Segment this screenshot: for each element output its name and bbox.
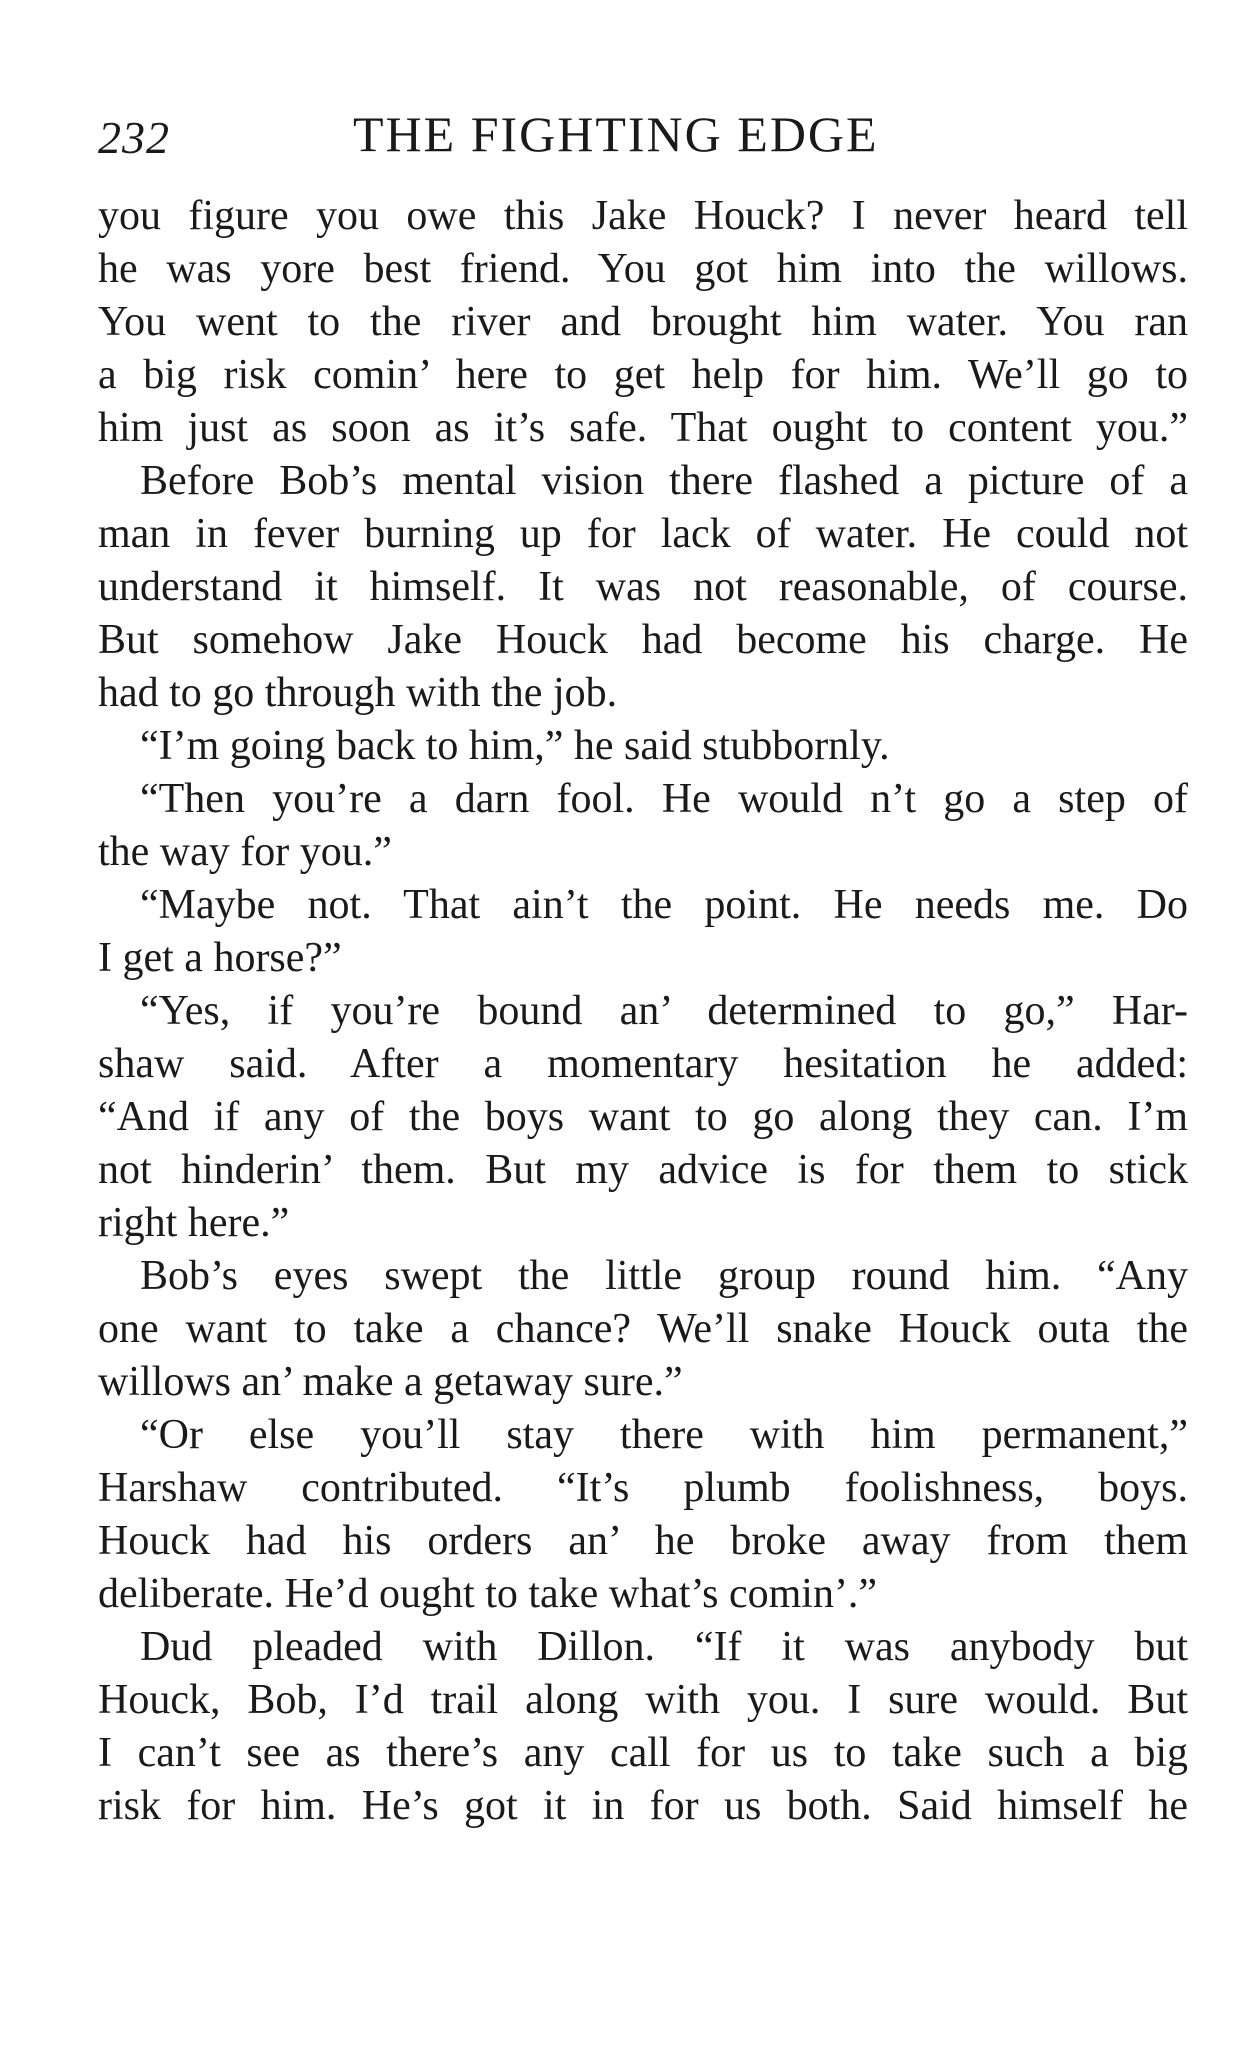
text-line: shaw said. After a momentary hesitation he added:	[98, 1041, 1188, 1087]
text-line: him just as soon as it’s safe. That ought to content you.”	[98, 405, 1188, 451]
text-line: Dud pleaded with Dillon. “If it was anybody but	[140, 1624, 1188, 1670]
text-line: the way for you.”	[98, 829, 392, 875]
text-line: “Then you’re a darn fool. He would n’t go a step of	[140, 776, 1188, 822]
book-title: THE FIGHTING EDGE	[353, 106, 879, 162]
text-line: Houck, Bob, I’d trail along with you. I sure would. But	[98, 1677, 1188, 1723]
text-line: But somehow Jake Houck had become his charge. He	[98, 617, 1188, 663]
text-line: a big risk comin’ here to get help for him. We’ll go to	[98, 352, 1188, 398]
body-text	[98, 190, 1188, 1833]
text-line: You went to the river and brought him water. You ran	[98, 299, 1188, 345]
text-line: man in fever burning up for lack of water. He could not	[98, 511, 1188, 557]
text-line: deliberate. He’d ought to take what’s comin’.”	[98, 1571, 878, 1617]
text-line: he was yore best friend. You got him into the willows.	[98, 246, 1188, 292]
text-line: Houck had his orders an’ he broke away from them	[98, 1518, 1188, 1564]
text-line: understand it himself. It was not reasonable, of course.	[98, 564, 1188, 610]
text-line: right here.”	[98, 1200, 290, 1246]
text-line: not hinderin’ them. But my advice is for them to stick	[98, 1147, 1188, 1193]
text-line: had to go through with the job.	[98, 670, 618, 716]
text-line: “Or else you’ll stay there with him permanent,”	[140, 1412, 1188, 1458]
text-line: “Maybe not. That ain’t the point. He needs me. Do	[140, 882, 1188, 928]
text-line: Bob’s eyes swept the little group round him. “Any	[140, 1253, 1188, 1299]
text-line: “I’m going back to him,” he said stubbornly.	[140, 723, 890, 769]
text-line: Harshaw contributed. “It’s plumb foolishness, boys.	[98, 1465, 1188, 1511]
text-line: Before Bob’s mental vision there flashed a picture of a	[140, 458, 1188, 504]
text-line: willows an’ make a getaway sure.”	[98, 1359, 683, 1405]
text-line: “And if any of the boys want to go along they can. I’m	[98, 1094, 1188, 1140]
text-line: I get a horse?”	[98, 935, 342, 981]
text-line: I can’t see as there’s any call for us to take such a big	[98, 1730, 1188, 1776]
text-line: you figure you owe this Jake Houck? I never heard tell	[98, 193, 1188, 239]
text-line: one want to take a chance? We’ll snake Houck outa the	[98, 1306, 1188, 1352]
page-number: 232	[98, 112, 170, 163]
running-head	[98, 105, 1188, 171]
text-line: risk for him. He’s got it in for us both. Said himself he	[98, 1783, 1188, 1829]
text-line: “Yes, if you’re bound an’ determined to go,” Har-	[140, 988, 1188, 1034]
